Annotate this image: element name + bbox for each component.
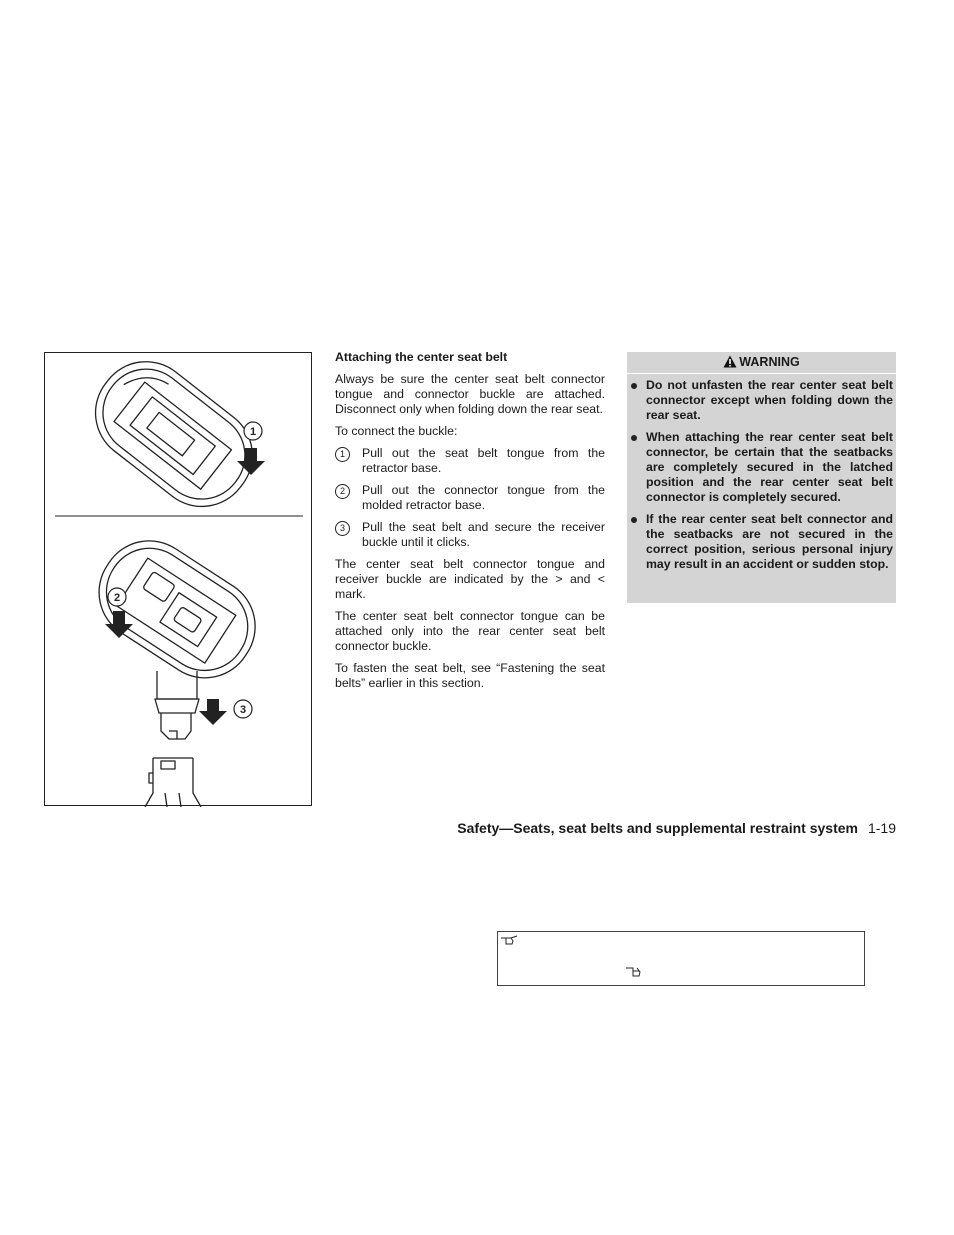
warning-list — [627, 374, 896, 572]
pointing-hand-icon — [500, 934, 518, 946]
step-text: Pull out the seat belt tongue from the retractor base. — [362, 446, 605, 475]
warning-item — [627, 430, 893, 505]
section-heading: Attaching the center seat belt — [335, 350, 508, 364]
warning-title: WARNING — [739, 355, 800, 369]
marks-paragraph: The center seat belt connector tongue and receiver buckle are indicated by the > and < mark. — [335, 557, 605, 601]
chapter-title: Safety—Seats, seat belts and supplemental restraint system — [457, 820, 858, 836]
step-item — [335, 483, 605, 513]
warning-box — [627, 352, 896, 603]
note-box — [497, 931, 865, 986]
step-number-badge: 2 — [335, 484, 350, 499]
warning-item — [627, 512, 893, 572]
step-text: Pull out the connector tongue from the molded retractor base. — [362, 483, 605, 512]
retractor-base-drawing-bottom — [81, 522, 274, 696]
arrow-down-icon — [105, 611, 133, 638]
callout-1-label: 1 — [249, 426, 257, 438]
arrow-down-icon — [237, 448, 265, 475]
page-number: 1-19 — [867, 820, 896, 836]
belt-tongue-drawing — [145, 671, 201, 807]
warning-triangle-icon — [723, 355, 737, 368]
bullet-icon — [631, 517, 637, 523]
warning-header — [627, 352, 896, 374]
pointing-hand-icon — [625, 966, 643, 978]
bullet-icon — [631, 435, 637, 441]
page-footer — [400, 820, 896, 836]
arrow-down-icon — [199, 699, 227, 725]
step-number-badge: 3 — [335, 521, 350, 536]
warning-item — [627, 378, 893, 423]
callout-2-label: 2 — [113, 592, 121, 604]
connect-label: To connect the buckle: — [335, 424, 458, 438]
step-item — [335, 520, 605, 550]
retractor-base-drawing-top — [76, 353, 272, 526]
warning-item-text: If the rear center seat belt connector and the seatbacks are not secured in the correct position, serious personal injury may result in an accident or sudden stop. — [646, 512, 893, 571]
step-text: Pull the seat belt and secure the receiver buckle until it clicks. — [362, 520, 605, 549]
warning-item-text: When attaching the rear center seat belt connector, be certain that the seatbacks are completely secured in the latched position and the rear center seat belt connector is completely secured. — [646, 430, 893, 504]
illustration-frame — [44, 352, 312, 806]
warning-item-text: Do not unfasten the rear center seat belt connector except when folding down the rear seat. — [646, 378, 893, 422]
attach-paragraph: The center seat belt connector tongue can be attached only into the rear center seat belt connector buckle. — [335, 609, 605, 653]
step-item — [335, 446, 605, 476]
intro-paragraph: Always be sure the center seat belt connector tongue and connector buckle are attached. Disconnect only when folding down the rear seat. — [335, 372, 605, 416]
callout-3-label: 3 — [239, 704, 247, 716]
fasten-paragraph: To fasten the seat belt, see “Fastening the seat belts” earlier in this section. — [335, 661, 605, 690]
bullet-icon — [631, 383, 637, 389]
step-number-badge: 1 — [335, 447, 350, 462]
seat-belt-illustration — [45, 353, 313, 807]
instructions-column — [335, 350, 605, 698]
